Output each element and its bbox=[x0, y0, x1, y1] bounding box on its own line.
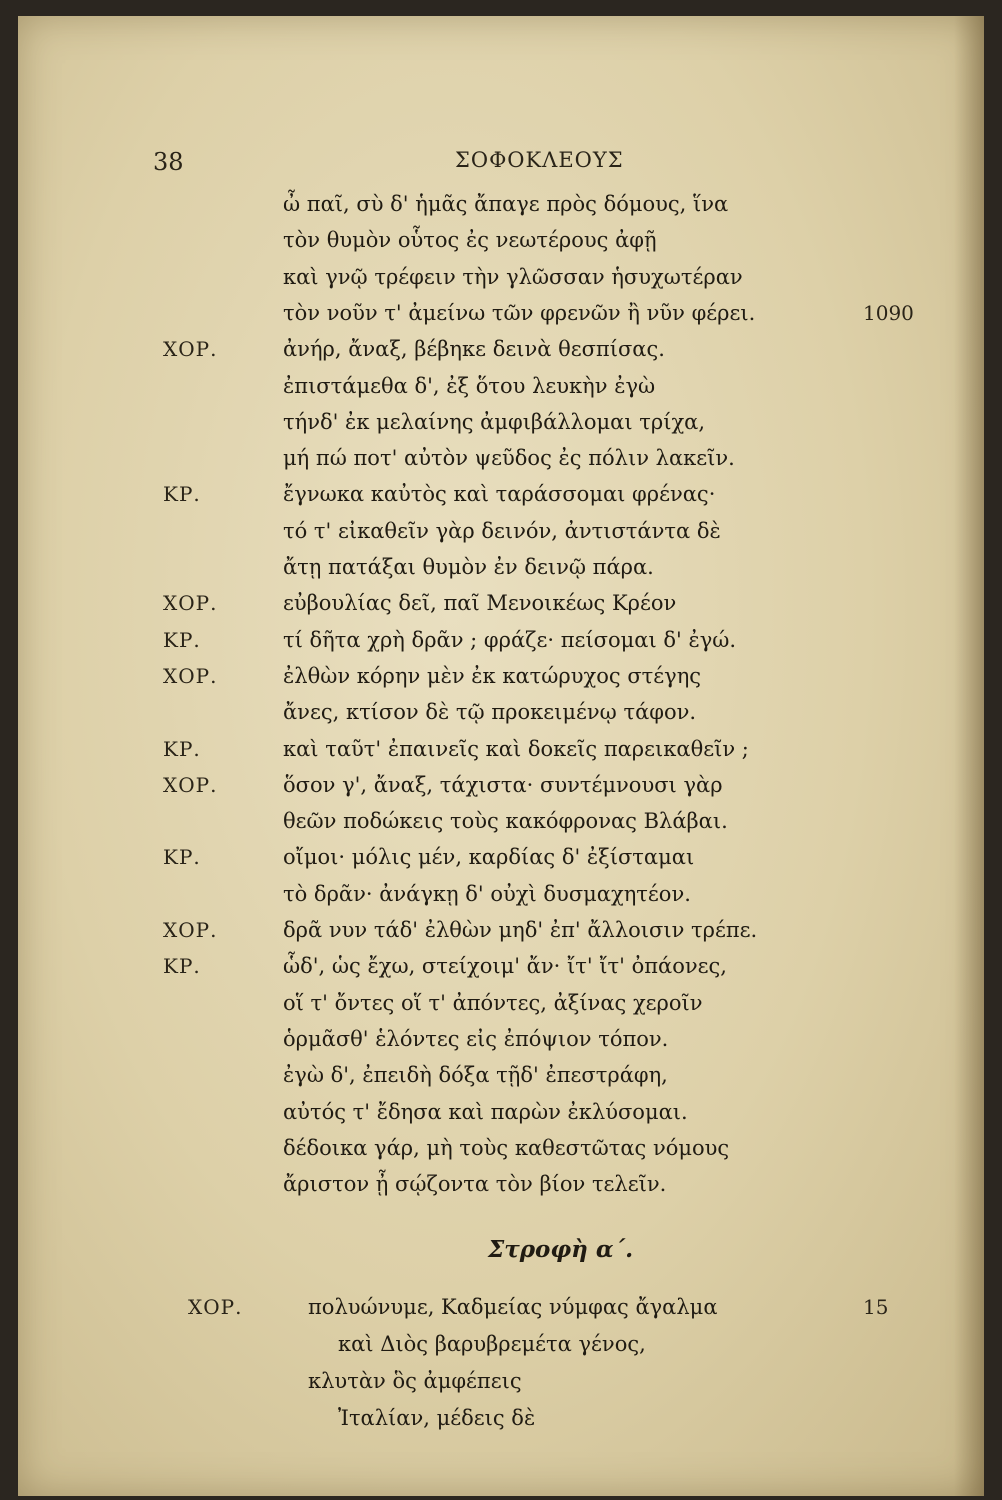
verse-text: οἵ τ' ὄντες οἵ τ' ἀπόντες, ἀξίνας χεροῖν bbox=[283, 990, 703, 1015]
speaker-label: ΚΡ. bbox=[163, 954, 201, 979]
verse-text: Ἰταλίαν, μέδεις δὲ bbox=[338, 1406, 536, 1430]
line-number: 1090 bbox=[863, 300, 914, 325]
section-heading: Στροφὴ α΄. bbox=[488, 1236, 634, 1263]
verse-text: πολυώνυμε, Καδμείας νύμφας ἄγαλμα bbox=[308, 1295, 718, 1319]
verse-text: θεῶν ποδώκεις τοὺς κακόφρονας Βλάβαι. bbox=[283, 809, 728, 834]
verse-text: καὶ Διὸς βαρυβρεμέτα γένος, bbox=[338, 1332, 646, 1356]
verse-text: καὶ ταῦτ' ἐπαινεῖς καὶ δοκεῖς παρεικαθεῖν ; bbox=[283, 736, 749, 761]
verse-text: οἴμοι· μόλις μέν, καρδίας δ' ἐξίσταμαι bbox=[283, 845, 695, 870]
book-page bbox=[18, 16, 984, 1496]
verse-text: τί δῆτα χρὴ δρᾶν ; φράζε· πείσομαι δ' ἐγώ. bbox=[283, 627, 737, 652]
running-title: ΣΟΦΟΚΛΕΟΥΣ bbox=[455, 148, 624, 172]
verse-text: ἐλθὼν κόρην μὲν ἐκ κατώρυχος στέγης bbox=[283, 663, 702, 688]
verse-text: ὦ παῖ, σὺ δ' ἡμᾶς ἄπαγε πρὸς δόμους, ἵνα bbox=[283, 192, 729, 216]
speaker-label: ΚΡ. bbox=[163, 627, 201, 652]
verse-line bbox=[18, 1332, 984, 1366]
verse-text: ἔγνωκα καὐτὸς καὶ ταράσσομαι φρένας· bbox=[283, 482, 716, 507]
speaker-label: ΧΟΡ. bbox=[163, 772, 218, 797]
speaker-label: ΧΟΡ. bbox=[163, 337, 218, 362]
verse-text: τό τ' εἰκαθεῖν γὰρ δεινόν, ἀντιστάντα δὲ bbox=[283, 518, 721, 543]
verse-text: ἀνήρ, ἄναξ, βέβηκε δεινὰ θεσπίσας. bbox=[283, 337, 665, 362]
page-number: 38 bbox=[153, 148, 184, 176]
verse-text: ὧδ', ὡς ἔχω, στείχοιμ' ἄν· ἴτ' ἴτ' ὀπάονες, bbox=[283, 954, 727, 979]
verse-text: ὅσον γ', ἄναξ, τάχιστα· συντέμνουσι γὰρ bbox=[283, 772, 723, 797]
speaker-label: ΚΡ. bbox=[163, 482, 201, 507]
verse-text: δρᾶ νυν τάδ' ἐλθὼν μηδ' ἐπ' ἄλλοισιν τρέπε. bbox=[283, 918, 758, 942]
verse-text: ἄτῃ πατάξαι θυμὸν ἐν δεινῷ πάρα. bbox=[283, 555, 654, 579]
verse-text: τήνδ' ἐκ μελαίνης ἀμφιβάλλομαι τρίχα, bbox=[283, 409, 706, 434]
speaker-label: ΧΟΡ. bbox=[163, 663, 218, 688]
verse-text: ἐπιστάμεθα δ', ἐξ ὅτου λευκὴν ἐγὼ bbox=[283, 373, 656, 398]
strophe-text bbox=[18, 16, 984, 1496]
speaker-label: ΚΡ. bbox=[163, 845, 201, 870]
verse-text: εὐβουλίας δεῖ, παῖ Μενοικέως Κρέον bbox=[283, 591, 677, 616]
verse-text: αὐτός τ' ἔδησα καὶ παρὼν ἐκλύσομαι. bbox=[283, 1099, 688, 1124]
line-number: 15 bbox=[863, 1295, 889, 1319]
verse-text: τὸ δρᾶν· ἀνάγκῃ δ' οὐχὶ δυσμαχητέον. bbox=[283, 881, 691, 906]
speaker-label: ΧΟΡ. bbox=[163, 918, 218, 942]
verse-text: ἄνες, κτίσον δὲ τῷ προκειμένῳ τάφον. bbox=[283, 700, 697, 725]
verse-text: τὸν θυμὸν οὗτος ἐς νεωτέρους ἀφῇ bbox=[283, 228, 657, 253]
verse-text: ἐγὼ δ', ἐπειδὴ δόξα τῇδ' ἐπεστράφη, bbox=[283, 1063, 668, 1088]
verse-line bbox=[18, 1406, 984, 1440]
verse-line bbox=[18, 1295, 984, 1329]
verse-line bbox=[18, 1369, 984, 1403]
verse-text: κλυτὰν ὃς ἀμφέπεις bbox=[308, 1369, 522, 1393]
verse-text: ἄριστον ᾖ σῴζοντα τὸν βίον τελεῖν. bbox=[283, 1172, 667, 1197]
speaker-label: ΧΟΡ. bbox=[163, 591, 218, 616]
verse-text: καὶ γνῷ τρέφειν τὴν γλῶσσαν ἡσυχωτέραν bbox=[283, 264, 743, 289]
verse-text: δέδοικα γάρ, μὴ τοὺς καθεστῶτας νόμους bbox=[283, 1135, 730, 1160]
speaker-label: ΧΟΡ. bbox=[188, 1295, 243, 1319]
speaker-label: ΚΡ. bbox=[163, 736, 201, 761]
verse-text: μή πώ ποτ' αὐτὸν ψεῦδος ἐς πόλιν λακεῖν. bbox=[283, 446, 735, 471]
verse-text: τὸν νοῦν τ' ἀμείνω τῶν φρενῶν ἢ νῦν φέρει. bbox=[283, 300, 756, 325]
verse-text: ὁρμᾶσθ' ἑλόντες εἰς ἐπόψιον τόπον. bbox=[283, 1026, 669, 1051]
